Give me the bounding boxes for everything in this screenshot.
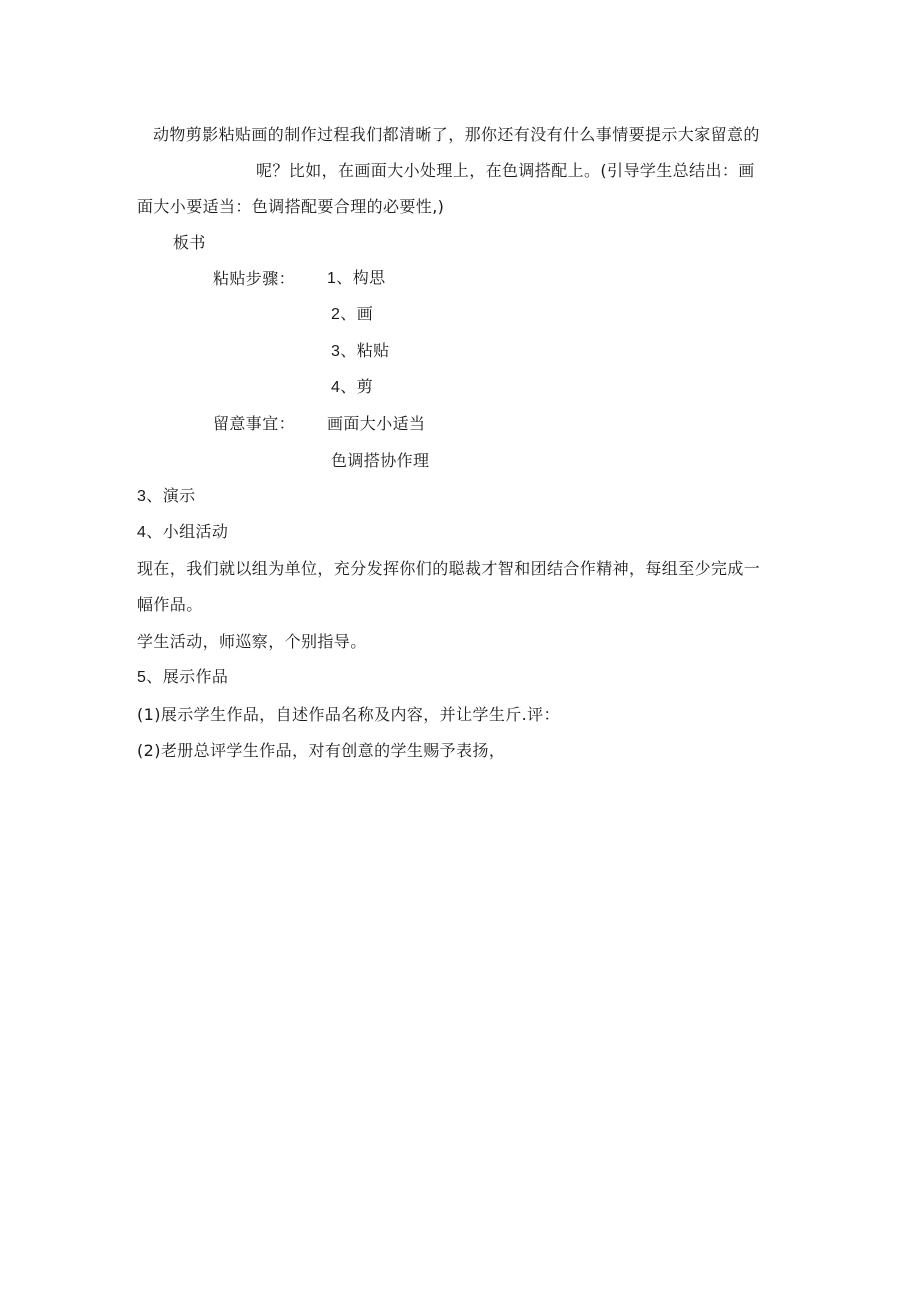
step-item: 1、构思 bbox=[327, 270, 386, 287]
step-item: 2、画 bbox=[331, 306, 374, 323]
group-text-2: 幅作品。 bbox=[137, 595, 203, 614]
show-item-1: (1)展示学生作品，自述作品名称及内容，并让学生斤.评： bbox=[137, 705, 560, 724]
group-text-1: 现在，我们就以组为单位，充分发挥你们的聪裁才智和团结合作精神，每组至少完成一 bbox=[137, 559, 761, 578]
section-heading-demo: 3、演示 bbox=[137, 488, 196, 505]
show-item-2: (2)老册总评学生作品，对有创意的学生赐予表扬， bbox=[137, 741, 506, 760]
steps-label: 粘贴步骤： bbox=[213, 269, 296, 288]
intro-line-2: 呢？比如，在画面大小处理上，在色调搭配上。(引导学生总结出：画 bbox=[256, 161, 755, 180]
notes-label: 留意事宜： bbox=[213, 414, 296, 433]
section-heading-group: 4、小组活动 bbox=[137, 524, 229, 541]
board-title: 板书 bbox=[173, 233, 206, 252]
section-heading-show: 5、展示作品 bbox=[137, 669, 229, 686]
intro-line-3: 面大小要适当：色调搭配要合理的必要性,) bbox=[137, 197, 445, 216]
note-item: 画面大小适当 bbox=[327, 414, 426, 433]
note-item: 色调搭协作理 bbox=[331, 451, 430, 470]
intro-line-1: 动物剪影粘贴画的制作过程我们都清晰了，那你还有没有什么事情要提示大家留意的 bbox=[153, 125, 760, 144]
step-item: 4、剪 bbox=[331, 379, 374, 396]
group-text-3: 学生活动，师巡察，个别指导。 bbox=[137, 632, 367, 651]
step-item: 3、粘贴 bbox=[331, 343, 390, 360]
